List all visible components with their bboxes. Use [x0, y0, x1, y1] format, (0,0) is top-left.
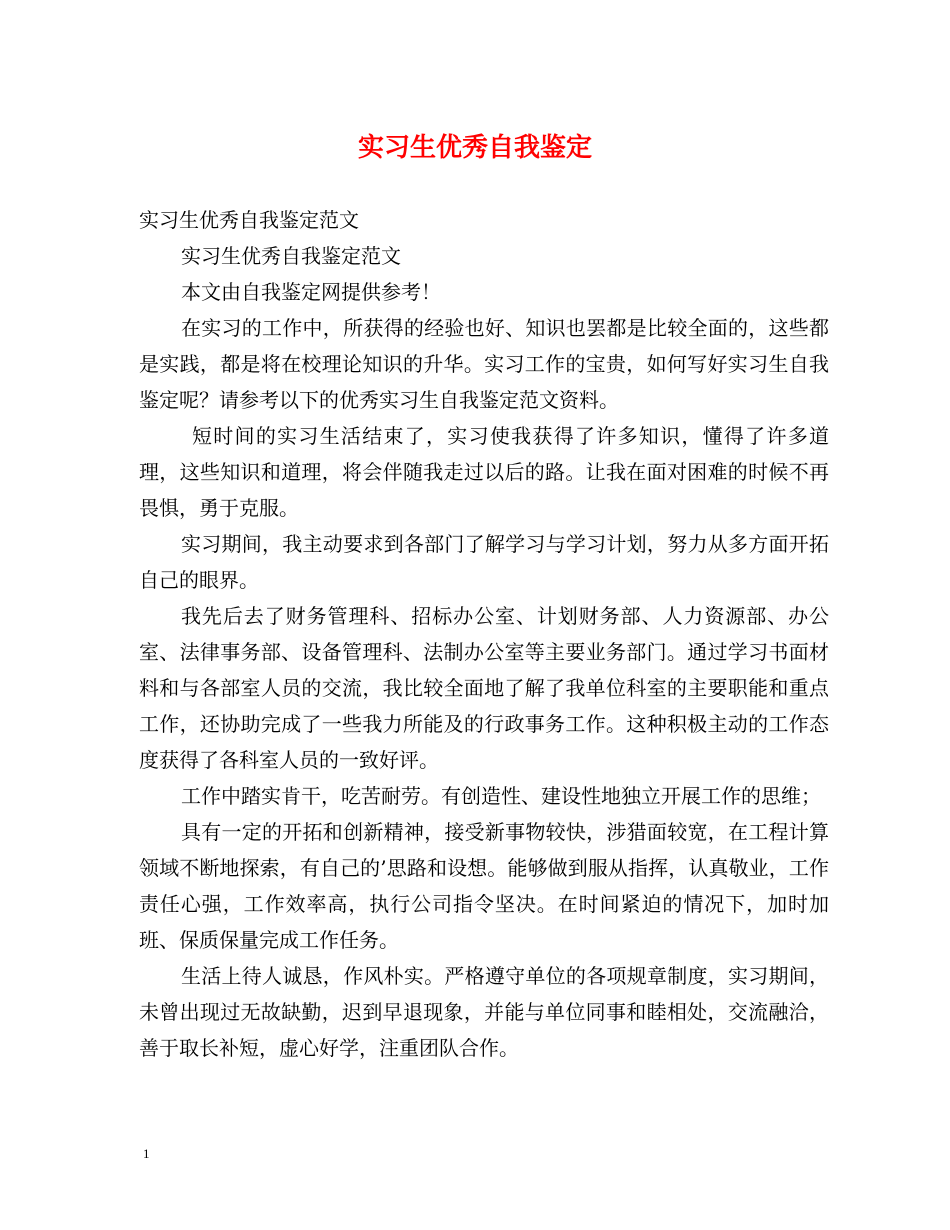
paragraph: 工作中踏实肯干，吃苦耐劳。有创造性、建设性地独立开展工作的思维； [181, 784, 821, 808]
paragraph: 生活上待人诚恳，作风朴实。严格遵守单位的各项规章制度，实习期间，未曾出现过无故缺勤，迟到早退现象，并能与单位同事和睦相处，交流融洽，善于取长补短，虚心好学，注重团队合作。 [139, 964, 829, 1060]
document-body [139, 202, 829, 1066]
paragraph: 具有一定的开拓和创新精神，接受新事物较快，涉猎面较宽，在工程计算领域不断地探索，有自己的’思路和设想。能够做到服从指挥，认真敬业，工作责任心强，工作效率高，执行公司指令坚决。在时间紧迫的情况下，加时加班、保质保量完成工作任务。 [139, 820, 829, 952]
paragraph: 实习期间，我主动要求到各部门了解学习与学习计划，努力从多方面开拓自己的眼界。 [139, 532, 829, 592]
paragraph: 实习生优秀自我鉴定范文 [181, 244, 401, 268]
page-number: 1 [143, 1146, 150, 1161]
paragraph: 本文由自我鉴定网提供参考！ [181, 280, 441, 304]
paragraph: 短时间的实习生活结束了，实习使我获得了许多知识，懂得了许多道理，这些知识和道理，将会伴随我走过以后的路。让我在面对困难的时候不再畏惧，勇于克服。 [139, 424, 829, 520]
document-title: 实习生优秀自我鉴定 [357, 133, 592, 163]
paragraph: 我先后去了财务管理科、招标办公室、计划财务部、人力资源部、办公室、法律事务部、设备管理科、法制办公室等主要业务部门。通过学习书面材料和与各部室人员的交流，我比较全面地了解了我单位科室的主要职能和重点工作，还协助完成了一些我力所能及的行政事务工作。这种积极主动的工作态度获得了各科室人员的一致好评。 [139, 604, 829, 772]
paragraph: 在实习的工作中，所获得的经验也好、知识也罢都是比较全面的，这些都是实践，都是将在校理论知识的升华。实习工作的宝贵，如何写好实习生自我鉴定呢？请参考以下的优秀实习生自我鉴定范文资料。 [139, 316, 829, 412]
paragraph-subtitle: 实习生优秀自我鉴定范文 [139, 208, 359, 232]
